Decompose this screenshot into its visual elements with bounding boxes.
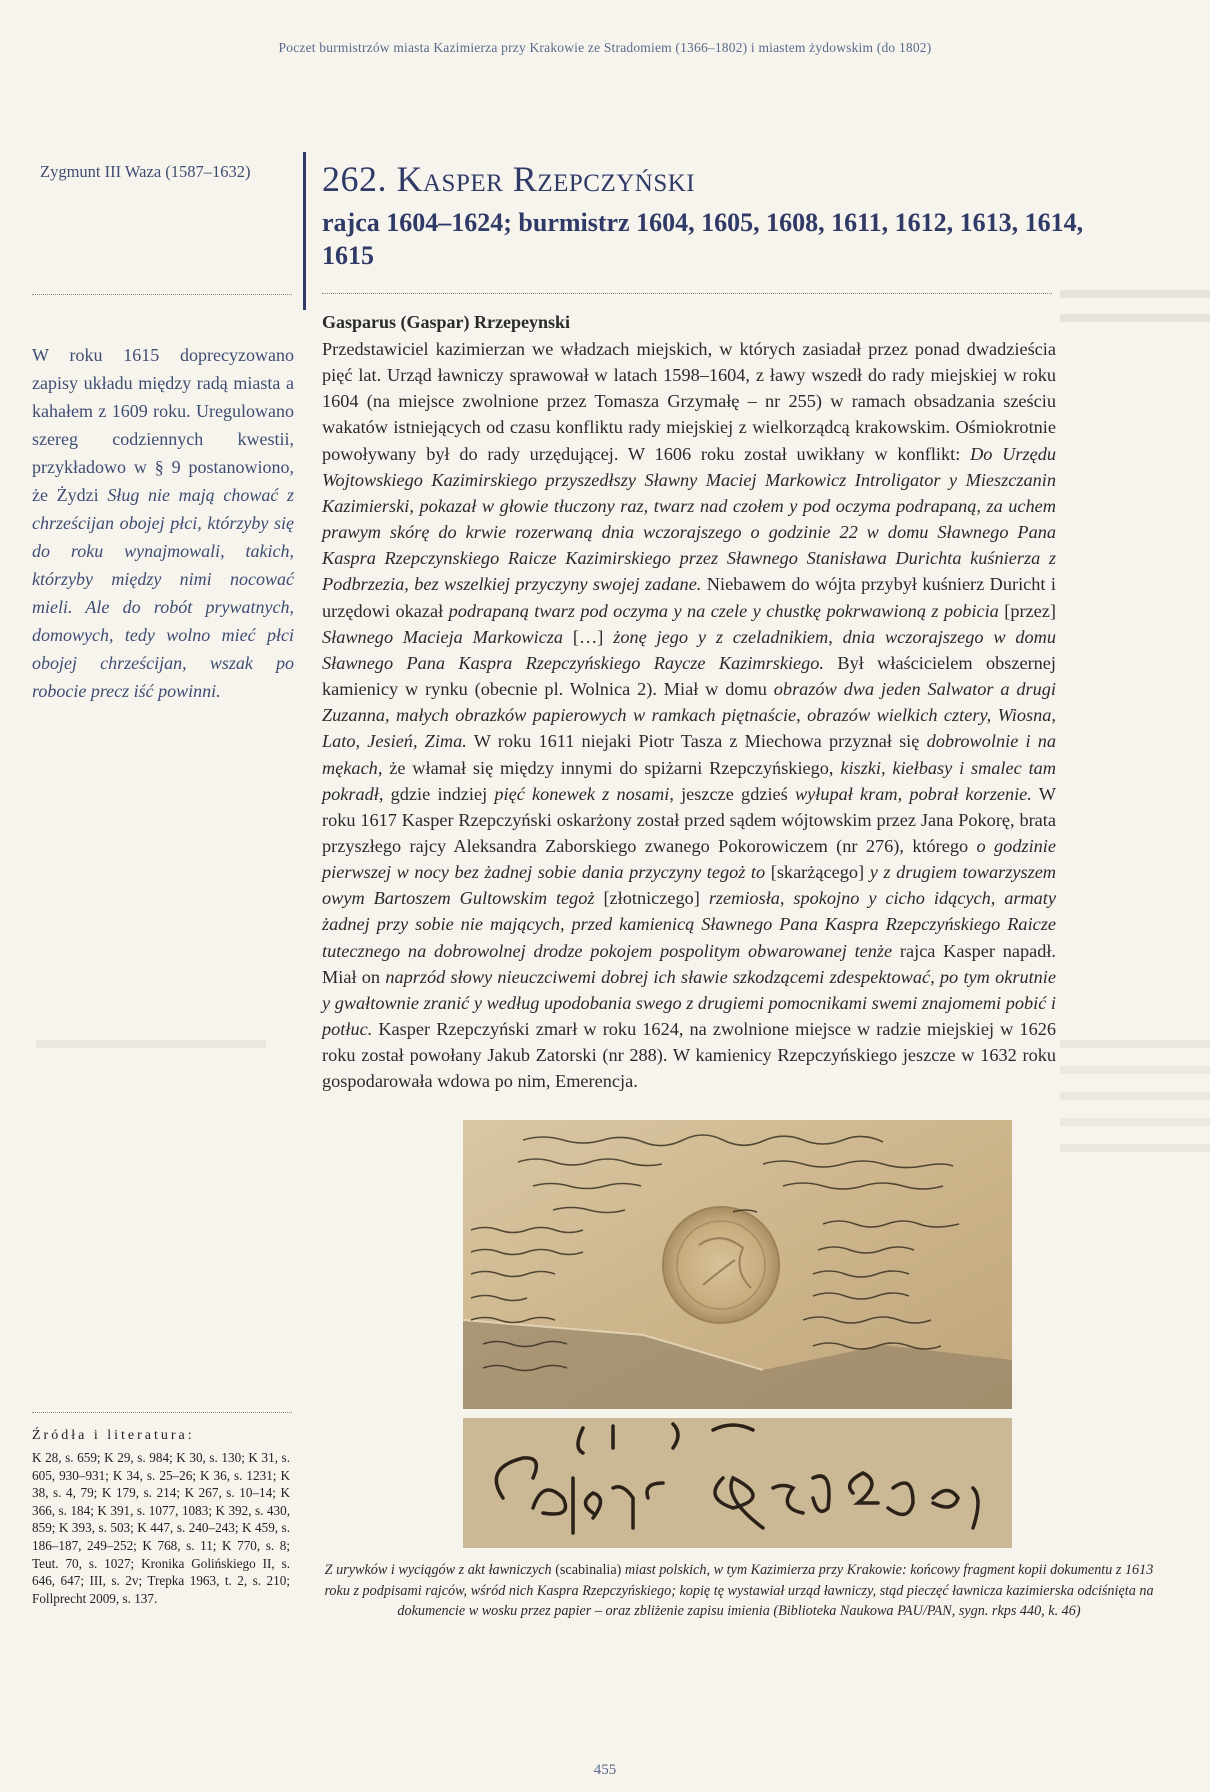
entry-divider bbox=[322, 293, 1052, 294]
margin-note-text: W roku 1615 doprecyzowano zapisy układu między radą miasta a kahałem z 1609 roku. Uregulowano szereg codziennych kwestii, przykładowo w § 9 postanowiono, że Żydzi bbox=[32, 345, 294, 505]
facing-page-ghost-lines-lower bbox=[1060, 1040, 1210, 1170]
title-rule bbox=[303, 152, 306, 310]
caption-term: (scabinalia) bbox=[555, 1562, 622, 1578]
entry-subtitle: rajca 1604–1624; burmistrz 1604, 1605, 1608, 1611, 1612, 1613, 1614, 1615 bbox=[322, 208, 1084, 270]
body-text-run: rajca Kasper napadł. Miał on bbox=[322, 940, 1056, 987]
entry-title: 262. Kasper Rzepczyński bbox=[322, 159, 696, 199]
body-text-run: Był właścicielem obszernej kamienicy w rynku (obecnie pl. Wolnica 2). Miał w domu bbox=[322, 652, 1057, 700]
body-quote-run: Sławnego Macieja Markowicza bbox=[322, 626, 564, 647]
body-quote-run: naprzód słowy nieuczciwemi dobrej ich sławie szkodzącemi zdespektować, po tym okrutnie y gwałtownie zranić y według upodobania swego z drugiemi pomocnikami swemi znajomemi pobić i potłuc. bbox=[322, 966, 1057, 1040]
sources-title: Źródła i literatura: bbox=[32, 1428, 195, 1443]
body-text-run: Przedstawiciel kazimierzan we władzach miejskich, w których zasiadał przez ponad dwadzieścia pięć lat. Urząd ławniczy sprawował w latach 1598–1604, z ławy wszedł do rady miejskiej w roku 1604 (na miejsce zwolnione przez Tomasza Grzymałę – nr 255) w ramach obsadzania sześciu wakatów istniejących od czasu konfliktu rady miejskiej z wielkorządcą krakowskim. Ośmiokrotnie powoływany był do rady urzędującej. W 1606 roku został uwikłany w konflikt: bbox=[322, 339, 1056, 464]
body-text-run: [przez] bbox=[998, 600, 1056, 621]
body-text-run: Kasper Rzepczyński zmarł w roku 1624, na zwolnione miejsce w radzie miejskiej w 1626 roku został powołany Jakub Zatorski (nr 288). W kamienicy Rzepczyńskiego jeszcze w 1632 roku gospodarowała wdowa po nim, Emerencja. bbox=[322, 1019, 1056, 1092]
body-text-run: , jeszcze gdzieś bbox=[669, 783, 795, 804]
margin-divider bbox=[32, 294, 292, 295]
body-quote-run: Do Urzędu Wojtowskiego Kazimirskiego przyszedłszy Sławny Maciej Markowicz Introligator y Mieszczanin Kazimierski, pokazał w głowie tłuczony raz, twarz nad czołem y pod oczyma podrapaną, za uchem prawym skórę do krwie rozerwaną dnia wczorajszego o godzinie 22 w domu Sławnego Pana Kaspra Rzepczynskiego Raicze Kazimirskiego przez Sławnego Stanisława Durichta kuśnierza z Podbrzezia, bez wszelkiej przyczyny swojej zadane. bbox=[322, 443, 1056, 595]
body-quote-run: dobrowolnie i na mękach bbox=[322, 731, 1057, 778]
reign-label: Zygmunt III Waza (1587–1632) bbox=[40, 162, 251, 181]
body-quote-run: podrapaną twarz pod oczyma y na czele y chustkę pokrwawioną z pobicia bbox=[448, 600, 999, 621]
body-quote-run: wyłupał kram, pobrał korzenie. bbox=[794, 783, 1032, 804]
running-head: Poczet burmistrzów miasta Kazimierza przy Krakowie ze Stradomiem (1366–1802) i miastem żydowskim (do 1802) bbox=[278, 40, 932, 55]
sources-divider bbox=[32, 1412, 292, 1413]
signature-closeup-photo bbox=[463, 1418, 1012, 1548]
body-text-run: […] bbox=[563, 626, 614, 647]
body-text-run: [złotniczego] bbox=[594, 888, 709, 909]
body-text-run: , gdzie indziej bbox=[378, 783, 495, 804]
margin-note bbox=[32, 341, 294, 705]
body-text-run: Niebawem do wójta przybył kuśnierz Duricht i urzędowi okazał bbox=[322, 574, 1056, 621]
document-photo bbox=[463, 1120, 1012, 1409]
entry-body bbox=[322, 336, 1056, 1095]
figure-caption bbox=[322, 1560, 1156, 1622]
body-quote-run: rzemiosła, spokojno y cicho idących, armaty żadnej przy sobie nie mających, przed kamienicą Sławnego Pana Kaspra Rzepczyńskiego Raicze tutecznego na dobrowolnej drodze pokojem pospolitym obwarowanej tenże bbox=[322, 888, 1056, 961]
page-number: 455 bbox=[593, 1762, 617, 1778]
body-text-run: , że włamał się między innymi do spiżarni Rzepczyńskiego, bbox=[377, 757, 841, 778]
body-quote-run: pięć konewek z nosami bbox=[494, 783, 670, 804]
body-quote-run: kiszki, kiełbasy i smalec tam pokradł bbox=[322, 757, 1056, 804]
margin-note-quote: Sług nie mają chować z chrześcijan obojej płci, którzyby się do roku wynajmowali, takich, którzyby między nimi nocować mieli. Ale do robót prywatnych, domowych, tedy wolno mieć płci obojej chrześcijan, wszak po robocie precz iść powinni. bbox=[32, 485, 295, 701]
document-illustration bbox=[463, 1120, 1012, 1409]
sources-list: K 28, s. 659; K 29, s. 984; K 30, s. 130; K 31, s. 605, 930–931; K 34, s. 25–26; K 36, s. 1231; K 38, s. 4, 79; K 179, s. 214; K 267, s. 10–14; K 366, s. 184; K 391, s. 1077, 1083; K 392, s. 430, 859; K 393, s. 503; K 447, s. 240–243; K 459, s. 186–187, 249–252; K 768, s. 11; K 770, s. 8; Teut. 70, s. 1027; Kronika Golińskiego II, s. 646, 647; III, s. 2v; Trepka 1963, t. 2, s. 210; Follprecht 2009, s. 137. bbox=[32, 1450, 290, 1606]
body-quote-run: obrazów dwa jeden Salwator a drugi Zuzanna, małych obrazków papierowych w ramkach piętnaście, obrazów wielkich cztery, Wiosna, Lato, Jesień, Zima. bbox=[322, 679, 1056, 752]
entry-paragraph bbox=[322, 336, 1056, 1095]
body-quote-run: y z drugiem towarzyszem owym Bartoszem Gultowskim tegoż bbox=[322, 862, 1057, 909]
body-text-run: W roku 1611 niejaki Piotr Tasza z Miechowa przyznał się bbox=[466, 731, 927, 752]
caption-text: miast polskich, w tym Kazimierza przy Krakowie: końcowy fragment kopii dokumentu z 1613 roku z podpisami rajców, wśród nich Kaspra Rzepczyńskiego; kopię tę wystawiał urząd ławniczy, stąd pieczęć ławnicza kazimierska odciśnięta na dokumencie w wosku przez papier – oraz zbliżenie zapisu imienia (Biblioteka Naukowa PAU/PAN, sygn. rkps 440, k. 46) bbox=[324, 1562, 1154, 1619]
body-text-run: W roku 1617 Kasper Rzepczyński oskarżony został przed sądem wójtowskim przez Jana Pokorę, brata przyszłego rajcy Aleksandra Zaborskiego zwanego Pokorowiczem (nr 276), którego bbox=[322, 783, 1057, 856]
body-text-run: [skarżącego] bbox=[765, 862, 870, 883]
body-quote-run: o godzinie pierwszej w nocy bez żadnej sobie dania przyczyny tegoż to bbox=[322, 835, 1056, 883]
signature-illustration bbox=[463, 1418, 1012, 1548]
caption-text: Z urywków i wyciągów z akt ławniczych bbox=[324, 1562, 556, 1578]
body-quote-run: żonę jego y z czeladnikiem, dnia wczorajszego w domu Sławnego Pana Kaspra Rzepczyńskiego Rayczе Kazimrskiego. bbox=[322, 626, 1056, 673]
entry-alias: Gasparus (Gaspar) Rrzepeynski bbox=[322, 312, 571, 332]
facing-page-ghost-lines bbox=[1060, 290, 1210, 338]
margin-ghost-line bbox=[36, 1040, 266, 1048]
